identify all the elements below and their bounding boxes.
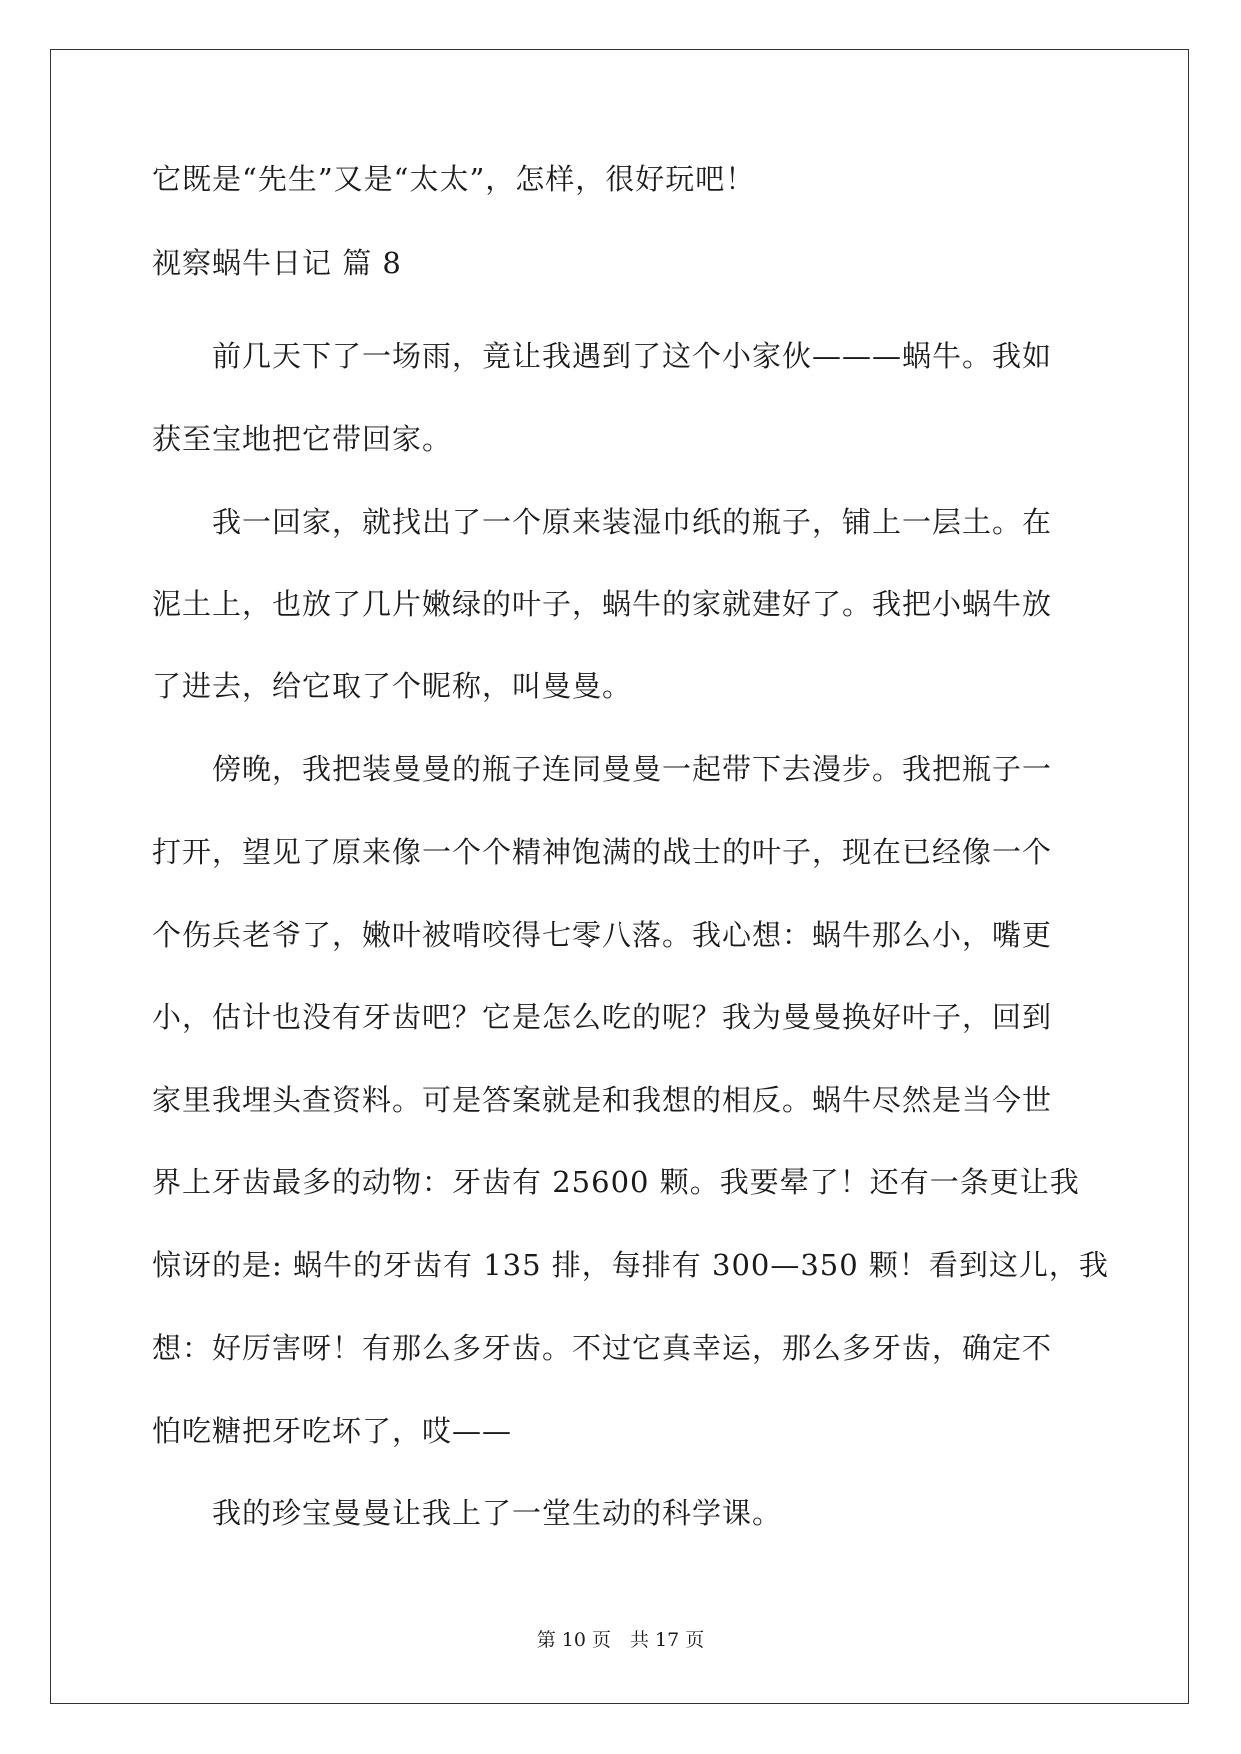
text-line-6: 泥土上，也放了几片嫩绿的叶子，蜗牛的家就建好了。我把小蜗牛放 [152,587,1053,621]
text-line-9: 打开，望见了原来像一个个精神饱满的战士的叶子，现在已经像一个 [152,835,1053,869]
text-line-1: 它既是“先生”又是“太太”，怎样，很好玩吧！ [152,162,756,196]
text-line-13: 界上牙齿最多的动物：牙齿有 25600 颗。我要晕了！还有一条更让我 [152,1165,1080,1199]
text-line-16: 怕吃糖把牙吃坏了，哎—— [152,1414,513,1448]
text-line-11: 小，估计也没有牙齿吧？它是怎么吃的呢？我为曼曼换好叶子，回到 [152,1000,1053,1034]
text-line-14: 惊讶的是: 蜗牛的牙齿有 135 排，每排有 300—350 颗！看到这儿，我 [152,1248,1109,1282]
text-line-4: 获至宝地把它带回家。 [152,422,453,456]
text-line-15: 想：好厉害呀！有那么多牙齿。不过它真幸运，那么多牙齿，确定不 [152,1331,1053,1365]
text-line-10: 个伤兵老爷了，嫩叶被啃咬得七零八落。我心想：蜗牛那么小，嘴更 [152,918,1053,952]
text-line-7: 了进去，给它取了个昵称，叫曼曼。 [152,669,633,703]
text-line-17: 我的珍宝曼曼让我上了一堂生动的科学课。 [152,1496,783,1530]
text-line-5: 我一回家，就找出了一个原来装湿巾纸的瓶子，铺上一层土。在 [152,505,1053,539]
section-heading: 视察蜗牛日记 篇 8 [152,246,402,280]
text-line-12: 家里我埋头查资料。可是答案就是和我想的相反。蜗牛尽然是当今世 [152,1083,1053,1117]
page-number-footer: 第 10 页 共 17 页 [536,1629,705,1651]
text-line-3: 前几天下了一场雨，竟让我遇到了这个小家伙———蜗牛。我如 [152,339,1053,373]
page-border [50,49,1189,1704]
text-line-8: 傍晚，我把装曼曼的瓶子连同曼曼一起带下去漫步。我把瓶子一 [152,752,1053,786]
